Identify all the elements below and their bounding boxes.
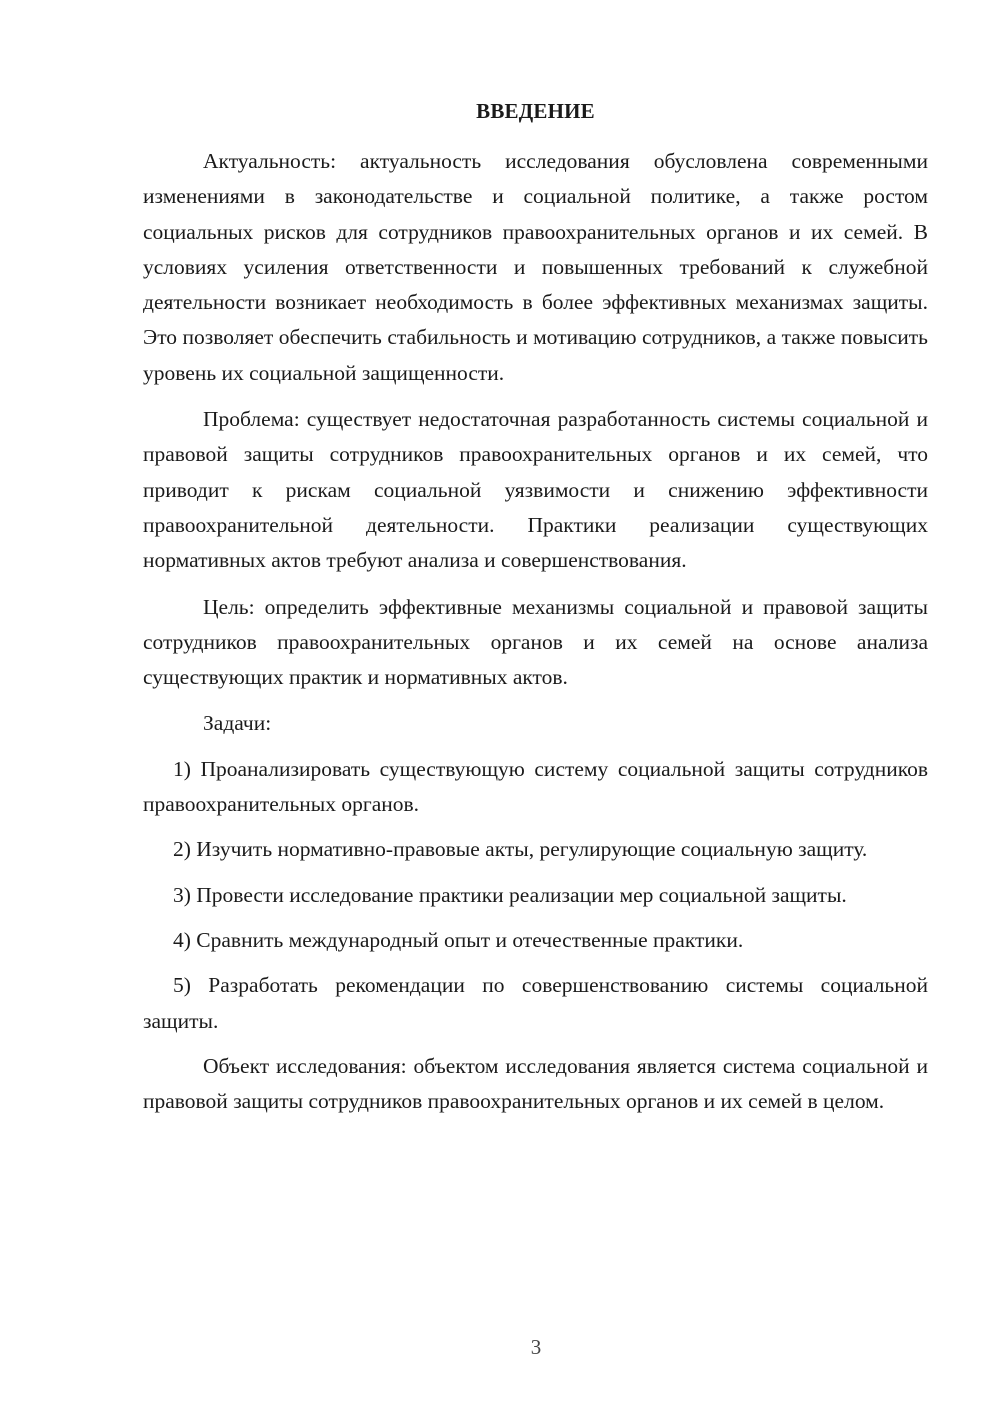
section-title: ВВЕДЕНИЕ	[476, 99, 595, 123]
task-item-2: 2) Изучить нормативно-правовые акты, регулирующие социальную защиту.	[173, 837, 868, 862]
task-item-1: 1) Проанализировать существующую систему социальной защиты сотрудников правоохранительных органов.	[143, 756, 928, 817]
page-number: 3	[530, 1335, 542, 1359]
task-item-3: 3) Провести исследование практики реализации мер социальной защиты.	[173, 882, 847, 907]
task-item-4: 4) Сравнить международный опыт и отечественные практики.	[173, 927, 744, 952]
tasks-heading: Задачи:	[203, 711, 272, 736]
task-item-5: 5) Разработать рекомендации по совершенствованию системы социальной защиты.	[143, 973, 928, 1033]
relevance-paragraph: Актуальность: актуальность исследования обусловлена современными изменениями в законодательстве и социальной политике, а также ростом социальных рисков для сотрудников правоохранительных органов и их семей. В условиях усиления ответственности и повышенных требований к служебной деятельности возникает необходимость в более эффективных механизмах защиты. Это позволяет обеспечить стабильность и мотивацию сотрудников, а также повысить уровень их социальной защищенности.	[143, 149, 928, 385]
problem-paragraph: Проблема: существует недостаточная разработанность системы социальной и правовой защиты сотрудников правоохранительных органов и их семей, что приводит к рискам социальной уязвимости и снижению эффективности правоохранительной деятельности. Практики реализации существующих нормативных актов требуют анализа и совершенствования.	[143, 407, 928, 573]
goal-paragraph: Цель: определить эффективные механизмы социальной и правовой защиты сотрудников правоохранительных органов и их семей на основе анализа существующих практик и нормативных актов.	[143, 594, 928, 690]
object-paragraph: Объект исследования: объектом исследования является система социальной и правовой защиты сотрудников правоохранительных органов и их семей в целом.	[143, 1053, 928, 1114]
page-content	[143, 96, 928, 1130]
